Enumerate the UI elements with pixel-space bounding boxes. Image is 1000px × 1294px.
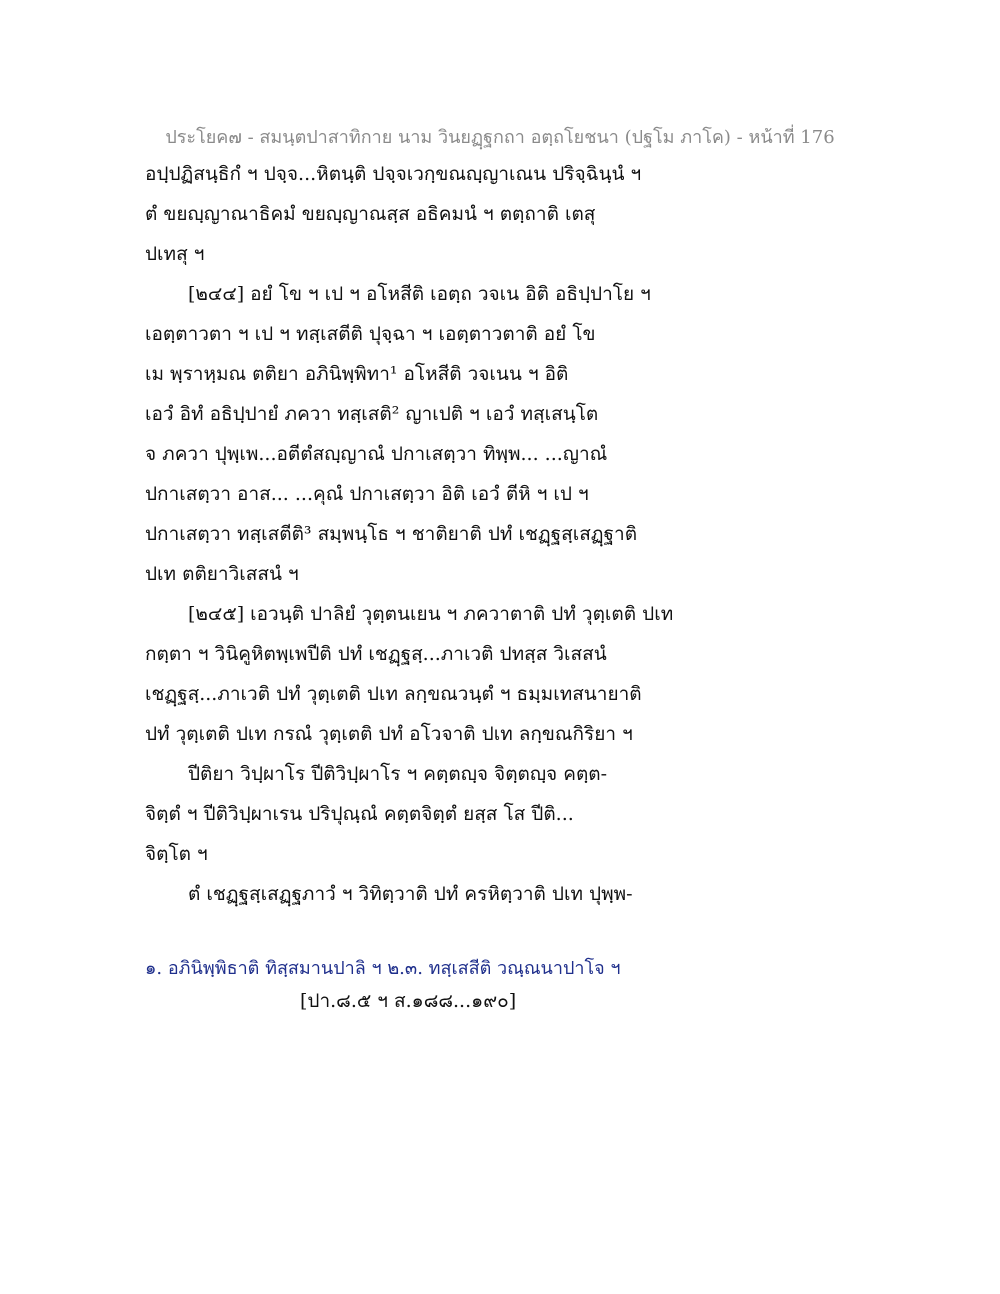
text-line: จิตฺโต ฯ [145,843,208,865]
text-line: จ ภควา ปุพฺเพ...อตีตํสญฺญาณํ ปกาเสตฺวา ทิพฺพ... ...ญาณํ [145,443,608,465]
footnote-line: ๑. อภินิพฺพิธาติ ทิสฺสมานปาลิ ฯ ๒.๓. ทสฺเสสีติ วณฺณนาปาโจ ฯ [145,958,621,979]
text-line: จิตฺตํ ฯ ปีติวิปฺผาเรน ปริปุณฺณํ คตฺตจิตฺตํ ยสฺส โส ปีติ... [145,803,574,825]
text-line: ตํ ขยญฺญาณาธิคมํ ขยญฺญาณสฺส อธิคมนํ ฯ ตตฺถาติ เตสุ [145,203,596,225]
text-line: เอตฺตาวตา ฯ เป ฯ ทสฺเสตีติ ปุจฺฉา ฯ เอตฺตาวตาติ อยํ โข [145,323,596,345]
text-line: ปทํ วุตฺเตติ ปเท กรณํ วุตฺเตติ ปทํ อโวจาติ ปเท ลกฺขณกิริยา ฯ [145,723,633,745]
footnote-reference: [ปา.๘.๕ ฯ ส.๑๘๘...๑๙๐] [300,990,517,1012]
paragraph-start-line: [๒๔๕] เอวนฺติ ปาลิยํ วุตฺตนเยน ฯ ภควาตาติ ปทํ วุตฺเตติ ปเท [188,603,674,625]
text-line: เชฏฺฐสฺ...ภาเวติ ปทํ วุตฺเตติ ปเท ลกฺขณวนฺตํ ฯ ธมฺมเทสนายาติ [145,683,642,705]
text-line: เอวํ อิทํ อธิปฺปายํ ภควา ทสฺเสติ² ญาเปติ ฯ เอวํ ทสฺเสนฺโต [145,403,599,425]
footnotes [145,956,865,1014]
text-line: ปเท ตติยาวิเสสนํ ฯ [145,563,299,585]
text-line: ปเทสุ ฯ [145,243,205,265]
text-line: อปฺปฏิสนฺธิกํ ฯ ปจฺจ...หิตนฺติ ปจฺจเวกฺขณญฺญาเณน ปริจฺฉินฺนํ ฯ [145,163,642,185]
text-line: ปกาเสตฺวา ทสฺเสตีติ³ สมฺพนฺโธ ฯ ชาติยาติ ปทํ เชฏฺฐสฺเสฏฺฐาติ [145,523,638,545]
page-header: ประโยค๗ - สมนฺตปาสาทิกาย นาม วินยฏฺฐกถา อตฺถโยชนา (ปฐโม ภาโค) - หน้าที่ 176 [165,127,835,148]
paragraph-start-line: ปีติยา วิปฺผาโร ปีติวิปฺผาโร ฯ คตฺตญฺจ จิตฺตญฺจ คตฺต- [188,763,608,785]
body-text [145,160,865,920]
text-line: ปกาเสตฺวา อาส... ...คุณํ ปกาเสตฺวา อิติ เอวํ ตีหิ ฯ เป ฯ [145,483,589,505]
paragraph-start-line: ตํ เชฏฺฐสฺเสฏฺฐภาวํ ฯ วิทิตฺวาติ ปทํ ครหิตฺวาติ ปเท ปุพฺพ- [188,883,633,905]
text-line: กตฺตา ฯ วินิคูหิตพฺเพปีติ ปทํ เชฏฺฐสฺ...ภาเวติ ปทสฺส วิเสสนํ [145,643,607,665]
paragraph-start-line: [๒๔๔] อยํ โข ฯ เป ฯ อโหสีติ เอตฺถ วจเน อิติ อธิปฺปาโย ฯ [188,283,651,305]
text-line: เม พฺราหฺมณ ตติยา อภินิพฺพิทา¹ อโหสีติ วจเนน ฯ อิติ [145,363,569,385]
